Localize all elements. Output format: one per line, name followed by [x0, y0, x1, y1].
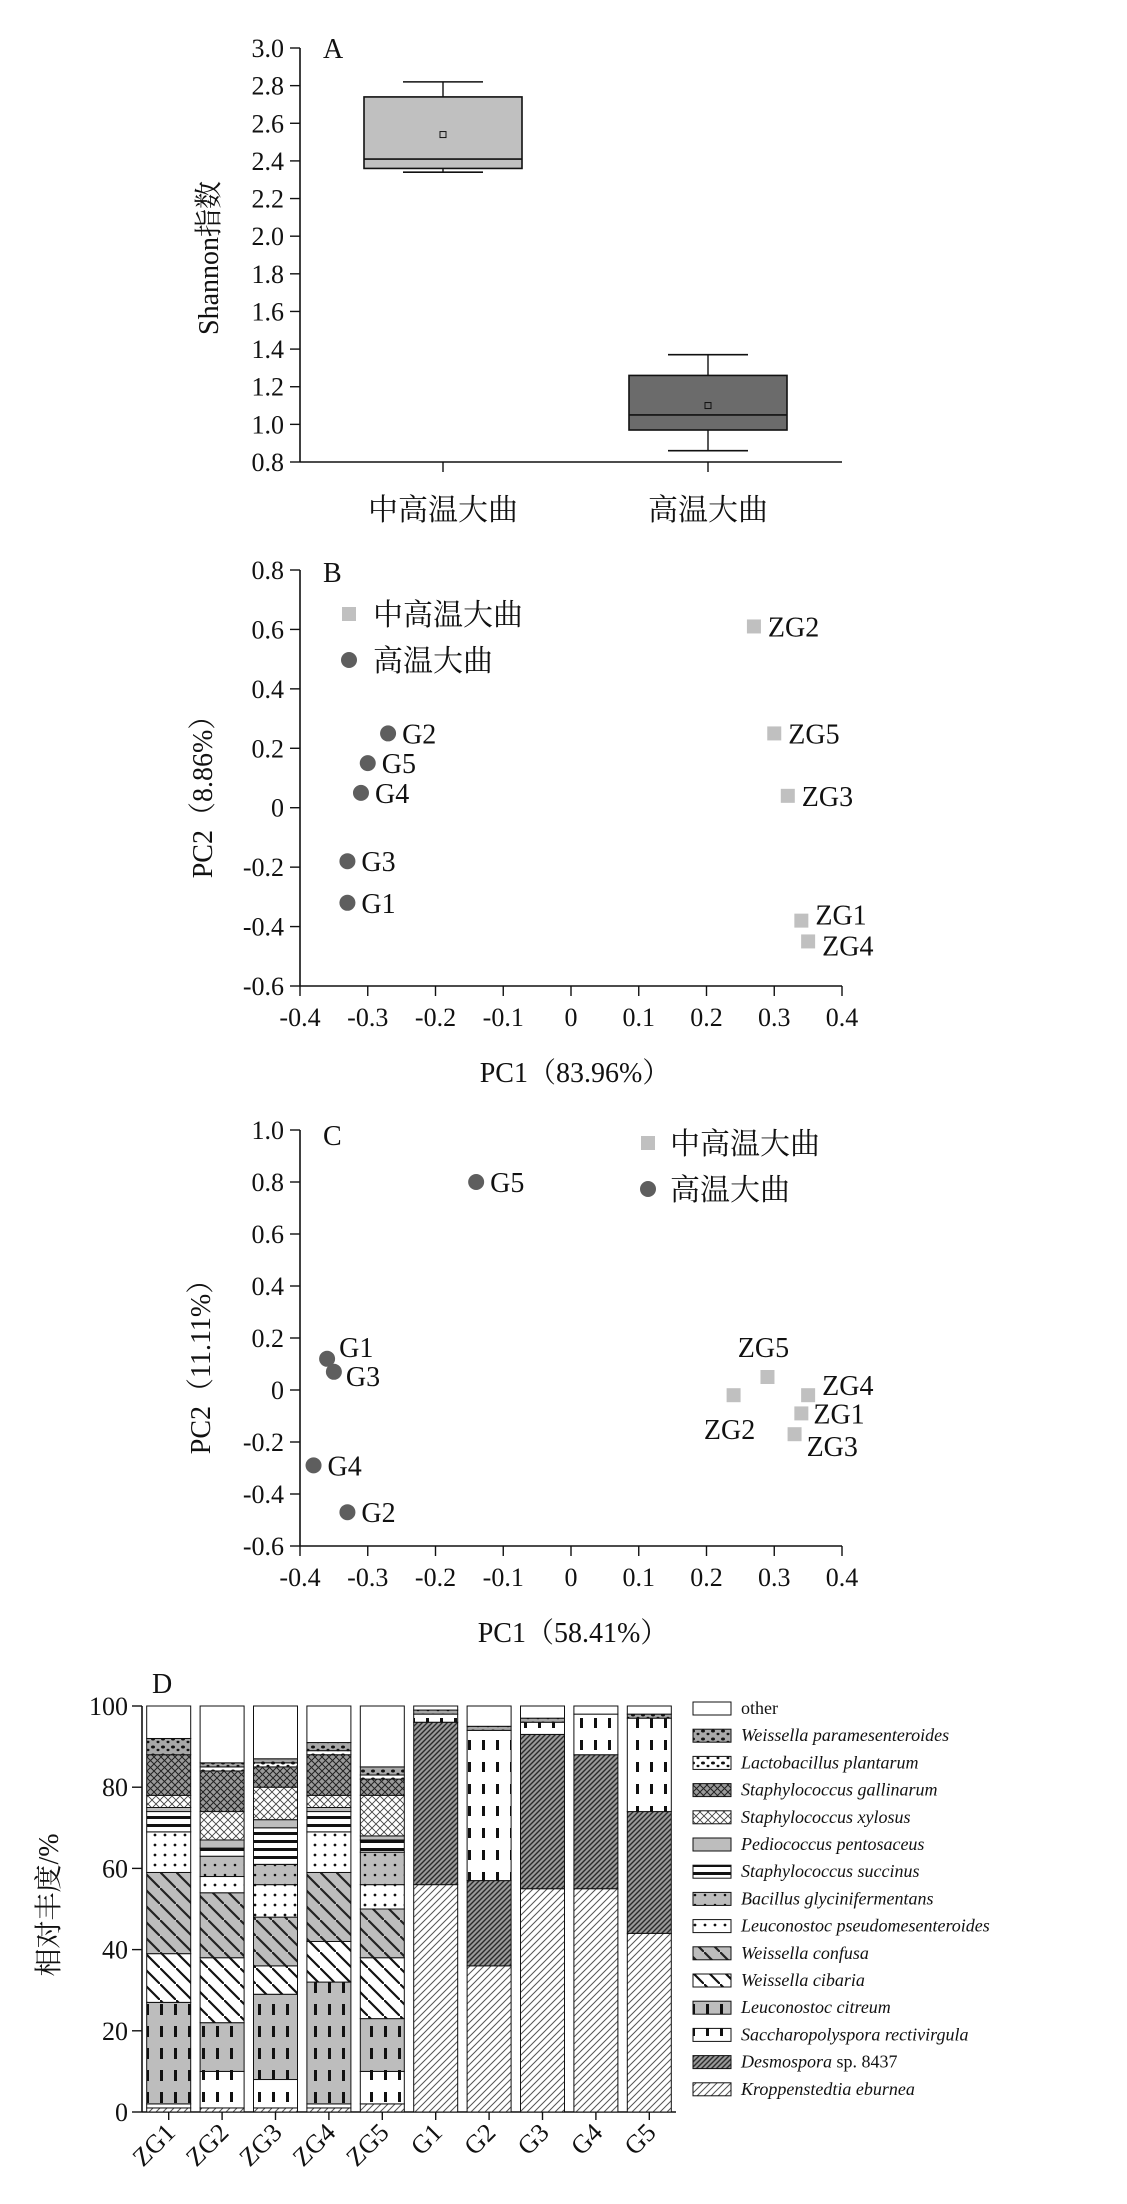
x-tick-label: G2 — [458, 2117, 502, 2161]
legend-label-suffix: sp. 8437 — [832, 2051, 898, 2072]
stacked-bar-segment — [360, 1779, 404, 1795]
legend-label — [741, 1861, 919, 1881]
point-label: ZG4 — [822, 1371, 874, 1403]
stacked-bar-segment — [521, 1706, 565, 1718]
legend-swatch — [693, 1920, 731, 1933]
legend-label — [740, 1916, 990, 1936]
y-tick-label: 20 — [102, 2016, 128, 2046]
legend-label-name: Staphylococcus xylosus — [741, 1806, 911, 1827]
y-tick-label: 0.4 — [251, 674, 284, 704]
stacked-bar-segment — [200, 1706, 244, 1763]
stacked-bar-segment — [414, 1714, 458, 1722]
stacked-bar-segment — [147, 1755, 191, 1796]
point-label: ZG3 — [801, 781, 854, 813]
point-marker-square — [747, 619, 761, 633]
stacked-bar-segment — [307, 1941, 351, 1982]
legend-swatch — [693, 1811, 731, 1824]
legend-label — [740, 1997, 891, 2017]
legend-swatch — [693, 1947, 731, 1960]
panel-a-y-axis — [252, 34, 301, 477]
x-tick-label: -0.4 — [279, 1003, 321, 1032]
point-label: ZG5 — [737, 1333, 790, 1364]
stacked-bar-segment — [627, 1933, 671, 2112]
stacked-bar-segment — [147, 1954, 191, 2003]
stacked-bar-segment — [360, 1775, 404, 1779]
point-marker-square — [767, 726, 781, 740]
y-tick-label: 0.8 — [251, 1168, 284, 1197]
stacked-bar-segment — [467, 1730, 511, 1880]
stacked-bar-segment — [200, 1877, 244, 1893]
stacked-bar-segment — [627, 1714, 671, 1718]
x-tick-label: 0.3 — [758, 1563, 791, 1592]
point-marker-circle — [306, 1457, 322, 1473]
legend-label-name: Leuconostoc pseudomesenteroides — [741, 1915, 990, 1936]
stacked-bar-segment — [200, 2071, 244, 2108]
point-marker-square — [788, 1427, 802, 1441]
x-tick-label: -0.3 — [347, 1563, 389, 1592]
point-marker-square — [781, 789, 795, 803]
stacked-bar-segment — [147, 1872, 191, 1953]
y-tick-label: 2.8 — [251, 71, 284, 101]
x-tick-label: -0.1 — [482, 1563, 524, 1592]
y-tick-label: 2.2 — [251, 184, 284, 214]
point-label: G4 — [327, 1451, 362, 1483]
legend-label — [741, 1698, 778, 1718]
y-tick-label: 3.0 — [251, 34, 284, 63]
panel-a-ylabel: Shannon指数 — [194, 180, 225, 336]
y-tick-label: 1.0 — [251, 1116, 284, 1145]
point-marker-square — [760, 1370, 774, 1384]
point-marker-circle — [360, 755, 376, 771]
legend-square-marker — [641, 1136, 655, 1150]
y-tick-label: 1.6 — [251, 297, 284, 327]
x-tick-label: -0.3 — [347, 1003, 389, 1032]
point-label: G1 — [361, 888, 396, 920]
x-tick-label: 0.1 — [622, 1003, 655, 1032]
stacked-bar-segment — [254, 1966, 298, 1994]
legend-label-name: Leuconostoc citreum — [741, 1997, 891, 2018]
stacked-bar-segment — [307, 1872, 351, 1941]
stacked-bar-segment — [200, 1767, 244, 1771]
stacked-bar-segment — [254, 1763, 298, 1767]
stacked-bar-segment — [254, 1828, 298, 1865]
y-tick-label: 2.6 — [251, 109, 284, 139]
stacked-bar-segment — [147, 2002, 191, 2103]
stacked-bar-segment — [307, 1751, 351, 1755]
point-marker-circle — [468, 1174, 484, 1190]
point-label: ZG2 — [767, 612, 820, 644]
y-tick-label: -0.4 — [242, 912, 284, 942]
legend-label-name: Saccharopolyspora rectivirgula — [741, 2024, 969, 2045]
x-tick-label: -0.4 — [279, 1563, 321, 1592]
stacked-bar-segment — [254, 1787, 298, 1819]
stacked-bar-segment — [254, 2080, 298, 2108]
stacked-bar-segment — [414, 1885, 458, 2112]
stacked-bar-segment — [360, 1706, 404, 1767]
x-tick-label: -0.2 — [414, 1003, 457, 1032]
y-tick-label: -0.4 — [242, 1480, 284, 1509]
legend-swatch — [693, 1974, 731, 1987]
legend-swatch — [693, 1756, 731, 1769]
y-tick-label: -0.2 — [242, 853, 284, 883]
stacked-bar-segment — [627, 1812, 671, 1934]
legend-label-name: Weissella confusa — [741, 1942, 869, 1963]
stacked-bar-segment — [147, 1832, 191, 1873]
panel-b-legend-label-0: 中高温大曲 — [373, 599, 523, 632]
stacked-bar-segment — [200, 1958, 244, 2023]
stacked-bar-segment — [627, 1718, 671, 1811]
stacked-bar-segment — [147, 2104, 191, 2108]
stacked-bar-segment — [307, 1755, 351, 1796]
legend-swatch — [693, 2028, 731, 2041]
panel-c-legend-label-0: 中高温大曲 — [670, 1128, 820, 1161]
point-label: ZG2 — [703, 1415, 756, 1447]
legend-swatch — [693, 1784, 731, 1797]
legend-label — [741, 1943, 869, 1963]
legend-label-name: Staphylococcus succinus — [741, 1861, 920, 1882]
legend-label — [741, 1780, 937, 1800]
stacked-bar-segment — [307, 1743, 351, 1751]
legend-label-name: Bacillus glycinifermentans — [741, 1888, 934, 1909]
panel-c-label: C — [323, 1121, 342, 1152]
panel-b — [187, 556, 873, 1089]
legend-swatch — [693, 2083, 731, 2096]
stacked-bar-segment — [467, 1966, 511, 2112]
x-tick-label: G3 — [511, 2117, 555, 2161]
point-label: G2 — [402, 719, 437, 751]
y-tick-label: 40 — [102, 1935, 128, 1965]
stacked-bar-segment — [360, 1852, 404, 1884]
panel-b-axes — [243, 556, 858, 1032]
y-tick-label: 0.6 — [251, 1220, 284, 1249]
y-tick-label: 80 — [102, 1773, 128, 1803]
panel-d — [33, 1669, 990, 2172]
stacked-bar-segment — [467, 1706, 511, 1726]
stacked-bar-segment — [307, 1982, 351, 2104]
panel-d-bars — [147, 1706, 672, 2112]
stacked-bar-segment — [254, 1994, 298, 2079]
stacked-bar-segment — [360, 1840, 404, 1852]
x-tick-label: ZG2 — [180, 2117, 235, 2172]
point-label: G4 — [374, 778, 410, 810]
y-tick-label: 0 — [271, 793, 284, 823]
stacked-bar-segment — [521, 1889, 565, 2112]
panel-c-legend — [640, 1128, 820, 1207]
point-marker-square — [794, 1406, 808, 1420]
stacked-bar-segment — [360, 1767, 404, 1775]
x-tick-label: 0.3 — [758, 1003, 791, 1032]
stacked-bar-segment — [467, 1726, 511, 1730]
y-tick-label: 100 — [89, 1692, 128, 1721]
stacked-bar-segment — [200, 1893, 244, 1958]
point-label: ZG4 — [822, 931, 874, 963]
x-tick-label: ZG3 — [233, 2117, 288, 2172]
legend-label — [740, 2079, 915, 2099]
panel-b-legend — [341, 599, 523, 678]
legend-label — [740, 2052, 898, 2072]
stacked-bar-segment — [307, 1812, 351, 1832]
stacked-bar-segment — [307, 2108, 351, 2112]
panel-c-legend-label-1: 高温大曲 — [670, 1174, 790, 1207]
legend-label — [740, 1752, 919, 1772]
y-tick-label: 2.0 — [251, 222, 284, 252]
panel-d-label: D — [152, 1669, 173, 1700]
x-tick-label: G5 — [618, 2117, 662, 2161]
stacked-bar-segment — [254, 1759, 298, 1763]
x-tick-label: 0.1 — [622, 1563, 655, 1592]
legend-label — [741, 1888, 933, 1908]
stacked-bar-segment — [200, 1771, 244, 1812]
y-tick-label: 0.8 — [251, 448, 284, 477]
stacked-bar-segment — [254, 1767, 298, 1787]
stacked-bar-segment — [467, 1881, 511, 1966]
stacked-bar-segment — [307, 1832, 351, 1873]
stacked-bar-segment — [521, 1722, 565, 1734]
legend-label — [741, 1725, 949, 1745]
legend-circle-marker — [341, 652, 357, 668]
legend-square-marker — [342, 607, 356, 621]
stacked-bar-segment — [254, 1864, 298, 1884]
y-tick-label: -0.6 — [242, 972, 284, 1001]
x-tick-label: 0.2 — [690, 1003, 723, 1032]
panel-c-points — [306, 1168, 874, 1529]
stacked-bar-segment — [414, 1706, 458, 1710]
y-tick-label: 1.4 — [251, 335, 284, 365]
point-marker-circle — [339, 1504, 355, 1520]
point-marker-square — [727, 1388, 741, 1402]
x-tick-label: 0.4 — [825, 1563, 859, 1592]
point-marker-circle — [326, 1364, 342, 1380]
panel-a-x-tick-label: 中高温大曲 — [368, 494, 518, 527]
point-label: G5 — [490, 1168, 525, 1199]
stacked-bar-segment — [360, 2104, 404, 2112]
x-tick-label: 0.4 — [825, 1003, 859, 1032]
stacked-bar-segment — [574, 1889, 618, 2112]
stacked-bar-segment — [360, 1885, 404, 1909]
legend-label — [741, 1807, 910, 1827]
panel-a-label: A — [323, 34, 344, 65]
stacked-bar-segment — [200, 2023, 244, 2072]
y-tick-label: 1.8 — [251, 259, 284, 289]
y-tick-label: 1.2 — [251, 372, 284, 402]
x-tick-label: G4 — [565, 2117, 609, 2161]
stacked-bar-segment — [627, 1706, 671, 1714]
point-label: G3 — [361, 847, 396, 879]
panel-c-ylabel: PC2（11.11%） — [186, 1265, 217, 1455]
point-marker-circle — [339, 895, 355, 911]
panel-d-legend — [693, 1698, 990, 2099]
y-tick-label: 0.6 — [251, 615, 284, 645]
stacked-bar-segment — [574, 1706, 618, 1714]
y-tick-label: 0 — [115, 2098, 128, 2127]
legend-label-name: Desmospora — [741, 2051, 833, 2072]
legend-label-name: Weissella cibaria — [741, 1970, 865, 1990]
legend-label — [741, 2024, 968, 2044]
stacked-bar-segment — [200, 1763, 244, 1767]
stacked-bar-segment — [360, 1958, 404, 2019]
stacked-bar-segment — [200, 2108, 244, 2112]
x-tick-label: 0 — [564, 1003, 578, 1032]
stacked-bar-segment — [254, 1885, 298, 1917]
y-tick-label: 0.8 — [251, 556, 284, 585]
y-tick-label: 0.2 — [251, 734, 284, 764]
point-label: G2 — [361, 1498, 396, 1530]
panel-a-x-tick-label: 高温大曲 — [648, 494, 768, 527]
stacked-bar-segment — [307, 1795, 351, 1807]
stacked-bar-segment — [360, 2019, 404, 2072]
stacked-bar-segment — [200, 1856, 244, 1876]
stacked-bar-segment — [147, 1738, 191, 1754]
panel-a — [193, 34, 842, 527]
box-body — [364, 97, 522, 169]
legend-label — [741, 1970, 865, 1990]
point-marker-square — [801, 934, 815, 948]
x-tick-label: ZG4 — [286, 2117, 342, 2172]
y-tick-label: -0.6 — [242, 1532, 284, 1561]
stacked-bar-segment — [200, 1840, 244, 1848]
legend-label-name: Pediococcus pentosaceus — [741, 1834, 925, 1854]
panel-b-legend-label-1: 高温大曲 — [373, 645, 493, 678]
y-tick-label: 0 — [271, 1376, 284, 1405]
panel-d-ylabel: 相对丰度/% — [34, 1833, 65, 1977]
stacked-bar-segment — [147, 1706, 191, 1738]
stacked-bar-segment — [307, 1706, 351, 1743]
legend-swatch — [693, 1838, 731, 1851]
legend-label-name: Kroppenstedtia eburnea — [741, 2078, 915, 2099]
stacked-bar-segment — [254, 1706, 298, 1759]
y-tick-label: 0.2 — [251, 1324, 284, 1353]
stacked-bar-segment — [521, 1718, 565, 1722]
legend-swatch — [693, 1892, 731, 1905]
stacked-bar-segment — [200, 1812, 244, 1840]
stacked-bar-segment — [360, 1795, 404, 1836]
x-tick-label: ZG1 — [126, 2117, 181, 2172]
point-label: G1 — [339, 1332, 374, 1364]
y-tick-label: 2.4 — [251, 146, 284, 176]
x-tick-label: -0.1 — [482, 1003, 524, 1032]
stacked-bar-segment — [147, 1795, 191, 1807]
y-tick-label: 60 — [102, 1854, 128, 1884]
stacked-bar-segment — [521, 1734, 565, 1888]
point-label: ZG1 — [813, 1399, 865, 1431]
stacked-bar-segment — [254, 1917, 298, 1966]
stacked-bar-segment — [147, 1808, 191, 1812]
stacked-bar-segment — [307, 1808, 351, 1812]
legend-label-name: Lactobacillus plantarum — [741, 1752, 919, 1773]
panel-b-ylabel: PC2（8.86%） — [188, 701, 219, 879]
panel-c — [185, 1116, 873, 1649]
stacked-bar-segment — [147, 2108, 191, 2112]
legend-swatch — [693, 1729, 731, 1742]
x-tick-label: G1 — [404, 2117, 448, 2161]
point-label: ZG5 — [788, 719, 840, 751]
legend-label-name: other — [741, 1698, 778, 1718]
stacked-bar-segment — [360, 1909, 404, 1958]
legend-swatch — [693, 1865, 731, 1878]
stacked-bar-segment — [200, 1848, 244, 1856]
x-tick-label: 0.2 — [690, 1563, 723, 1592]
panel-c-xlabel: PC1（58.41%） — [477, 1618, 669, 1649]
stacked-bar-segment — [360, 2071, 404, 2103]
x-tick-label: ZG5 — [340, 2117, 395, 2172]
legend-label — [740, 1834, 924, 1854]
stacked-bar-segment — [147, 1812, 191, 1832]
point-label: G5 — [381, 749, 416, 781]
stacked-bar-segment — [360, 1836, 404, 1840]
y-tick-label: -0.2 — [242, 1428, 284, 1457]
stacked-bar-segment — [574, 1714, 618, 1755]
legend-circle-marker — [640, 1181, 656, 1197]
point-marker-square — [794, 914, 808, 928]
legend-label-name: Staphylococcus gallinarum — [741, 1779, 938, 1800]
legend-swatch — [693, 1702, 731, 1715]
legend-swatch — [693, 2056, 731, 2069]
stacked-bar-segment — [254, 1820, 298, 1828]
y-tick-label: 1.0 — [251, 410, 284, 440]
point-label: G3 — [345, 1361, 381, 1393]
point-marker-circle — [380, 725, 396, 741]
point-label: ZG1 — [815, 900, 867, 932]
x-tick-label: -0.2 — [414, 1563, 457, 1592]
point-marker-circle — [339, 853, 355, 869]
legend-label-name: Weissella paramesenteroides — [741, 1725, 950, 1746]
stacked-bar-segment — [414, 1710, 458, 1714]
y-tick-label: 0.4 — [251, 1272, 284, 1301]
panel-b-xlabel: PC1（83.96%） — [479, 1058, 671, 1089]
legend-swatch — [693, 2001, 731, 2014]
stacked-bar-segment — [574, 1755, 618, 1889]
stacked-bar-segment — [254, 2108, 298, 2112]
x-tick-label: 0 — [564, 1563, 578, 1592]
point-marker-circle — [353, 785, 369, 801]
panel-a-boxes — [364, 82, 787, 451]
stacked-bar-segment — [414, 1722, 458, 1884]
stacked-bar-segment — [307, 2104, 351, 2108]
point-label: ZG3 — [806, 1432, 858, 1464]
panel-b-label: B — [323, 558, 342, 589]
